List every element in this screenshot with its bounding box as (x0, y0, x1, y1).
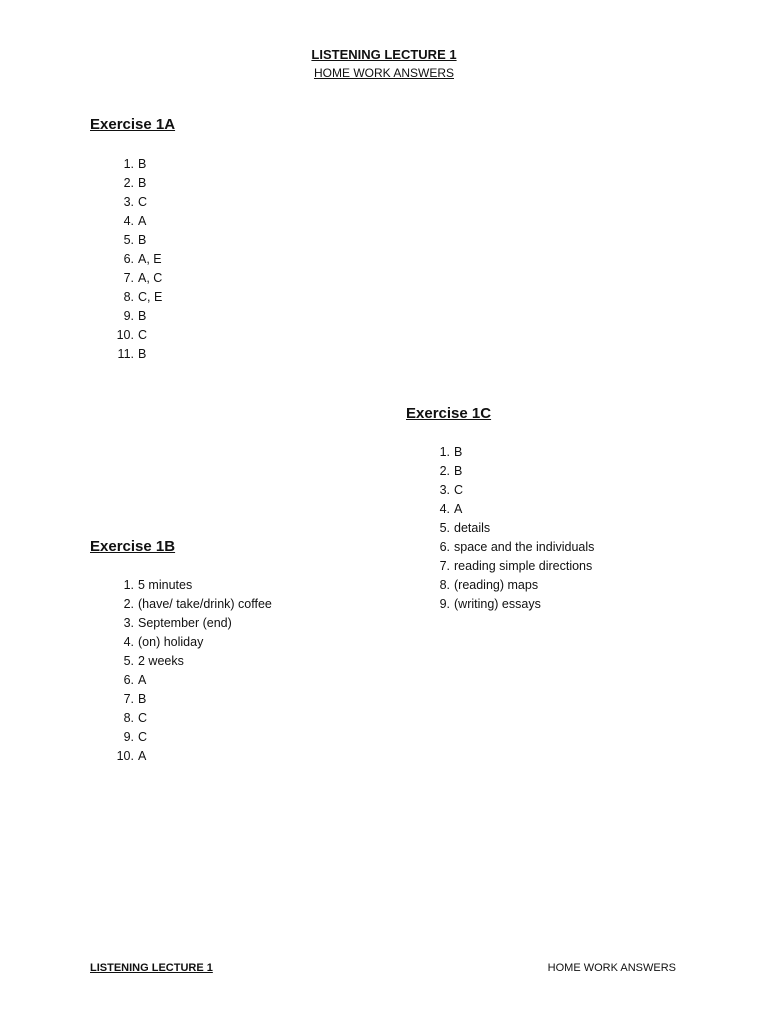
answer-item (112, 709, 148, 728)
answer-item (112, 193, 148, 212)
answer-item (428, 519, 491, 538)
answer-text: C (138, 328, 148, 342)
answer-number: 1. (439, 445, 450, 459)
answer-number: 8. (439, 578, 450, 592)
answer-number: 4. (123, 635, 134, 649)
answer-item (112, 614, 232, 633)
answer-text: A (138, 673, 147, 687)
answer-item (112, 345, 147, 364)
answer-number: 7. (123, 692, 134, 706)
answer-number: 10. (116, 749, 134, 763)
answer-text: C (138, 711, 148, 725)
answer-text: B (138, 347, 147, 361)
answer-number: 3. (123, 616, 134, 630)
answer-item (112, 652, 184, 671)
answer-number: 5. (439, 521, 450, 535)
answer-text: reading simple directions (454, 559, 593, 573)
answer-number: 11. (117, 347, 134, 361)
answer-text: C (138, 730, 148, 744)
answer-number: 2. (123, 176, 134, 190)
answer-text: A (454, 502, 463, 516)
answer-number: 4. (439, 502, 450, 516)
answer-number: 4. (123, 214, 134, 228)
exercise-1a-answer-list (112, 155, 163, 364)
answer-item (428, 595, 541, 614)
answer-item (112, 269, 163, 288)
answer-item (112, 155, 147, 174)
answer-number: 2. (439, 464, 450, 478)
answer-item (428, 443, 463, 462)
document-subtitle: HOME WORK ANSWERS (313, 66, 454, 80)
answer-text: 2 weeks (138, 654, 184, 668)
answer-item (112, 747, 147, 766)
answer-number: 7. (123, 271, 134, 285)
exercise-1c-heading: Exercise 1C (406, 405, 492, 422)
answer-number: 9. (123, 309, 134, 323)
answer-text: B (138, 309, 147, 323)
exercise-1c-answer-list (428, 443, 595, 614)
answer-item (112, 288, 163, 307)
answer-text: (writing) essays (454, 597, 541, 611)
answer-text: A (138, 749, 147, 763)
answer-text: C (138, 195, 148, 209)
exercise-1b-heading: Exercise 1B (90, 538, 176, 555)
answer-item (112, 326, 148, 345)
answer-number: 1. (123, 578, 134, 592)
answer-text: B (138, 157, 147, 171)
answer-text: A, E (138, 252, 162, 266)
answer-item (112, 728, 148, 747)
answer-text: (on) holiday (138, 635, 204, 649)
answer-text: B (454, 464, 463, 478)
answer-item (428, 557, 593, 576)
answer-text: B (138, 176, 147, 190)
answer-number: 9. (123, 730, 134, 744)
answer-text: (reading) maps (454, 578, 539, 592)
answer-item (112, 595, 272, 614)
answer-text: B (138, 692, 147, 706)
answer-text: (have/ take/drink) coffee (138, 597, 272, 611)
answer-text: A (138, 214, 147, 228)
answer-number: 7. (439, 559, 450, 573)
answer-text: details (454, 521, 491, 535)
answer-number: 5. (123, 654, 134, 668)
answer-item (428, 576, 539, 595)
answer-item (112, 231, 147, 250)
document-title: LISTENING LECTURE 1 (311, 47, 457, 62)
answer-number: 9. (439, 597, 450, 611)
answer-item (112, 690, 147, 709)
answer-item (112, 307, 147, 326)
answer-text: September (end) (138, 616, 232, 630)
answer-item (428, 462, 463, 481)
answer-text: C, E (138, 290, 163, 304)
answer-item (112, 576, 193, 595)
answer-item (112, 174, 147, 193)
footer-right-title: HOME WORK ANSWERS (547, 962, 676, 974)
answer-item (112, 212, 147, 231)
answer-number: 10. (116, 328, 134, 342)
exercise-1b-answer-list (112, 576, 272, 766)
answer-number: 2. (123, 597, 134, 611)
answer-item (428, 481, 464, 500)
answer-item (428, 500, 463, 519)
answer-text: C (454, 483, 464, 497)
answer-number: 6. (439, 540, 450, 554)
answer-text: 5 minutes (138, 578, 193, 592)
footer-left-title: LISTENING LECTURE 1 (90, 962, 213, 974)
answer-number: 8. (123, 290, 134, 304)
answer-number: 1. (123, 157, 134, 171)
answer-number: 6. (123, 252, 134, 266)
answer-number: 8. (123, 711, 134, 725)
answer-number: 3. (123, 195, 134, 209)
answer-text: B (138, 233, 147, 247)
answer-item (112, 671, 147, 690)
exercise-1a-heading: Exercise 1A (90, 116, 176, 133)
answer-number: 5. (123, 233, 134, 247)
answer-item (112, 250, 162, 269)
answer-number: 6. (123, 673, 134, 687)
answer-text: space and the individuals (454, 540, 595, 554)
answer-number: 3. (439, 483, 450, 497)
answer-text: A, C (138, 271, 163, 285)
answer-item (112, 633, 204, 652)
answer-text: B (454, 445, 463, 459)
answer-item (428, 538, 595, 557)
